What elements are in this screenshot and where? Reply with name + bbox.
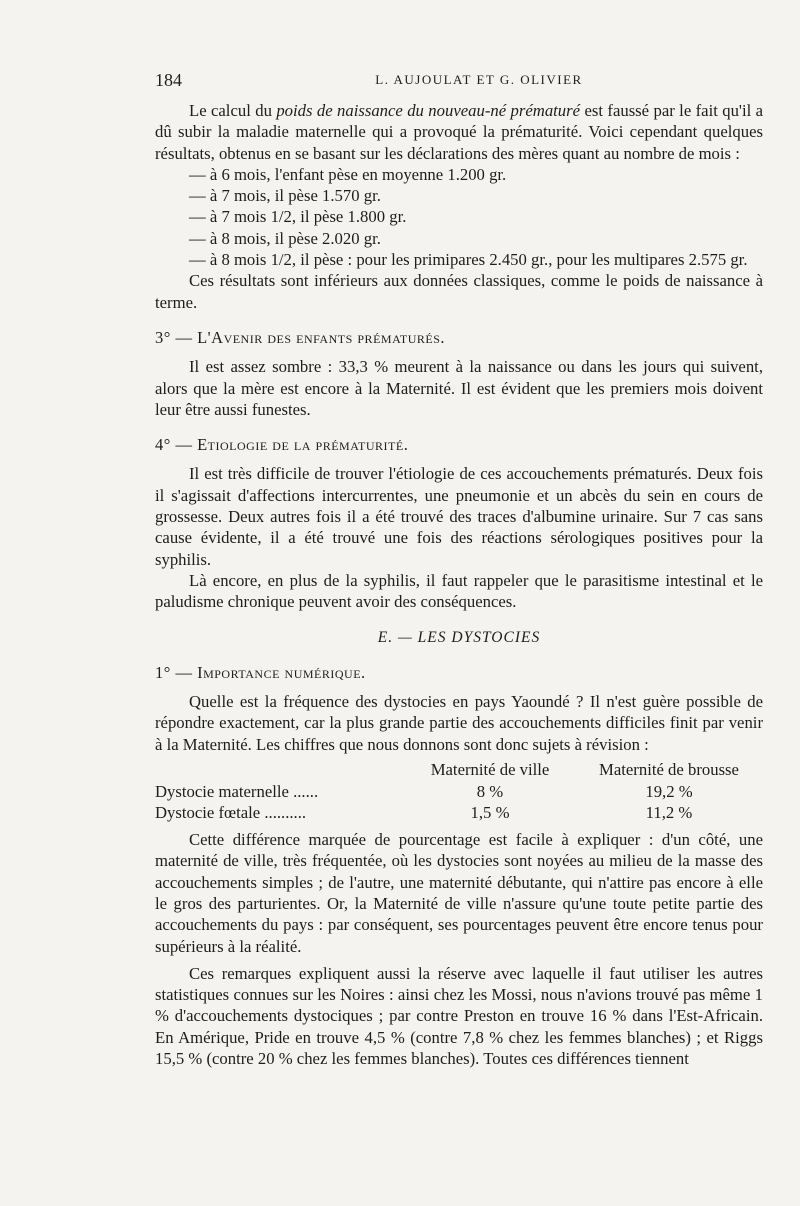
row-value-ville: 1,5 % [470, 803, 510, 823]
part-e-title: E. — LES DYSTOCIES [377, 628, 541, 646]
row-label: Dystocie fœtale .......... [155, 803, 307, 823]
weight-item: — à 7 mois, il pèse 1.570 gr. [189, 186, 381, 206]
page-number: 184 [155, 70, 182, 90]
row-value-brousse: 11,2 % [645, 803, 693, 823]
weights-list [155, 164, 763, 270]
section-4-paragraph-2: Là encore, en plus de la syphilis, il faut rappeler que le parasitisme intestinal et le paludisme chronique peuvent avoir des conséquences. [155, 570, 763, 612]
weight-item: — à 8 mois 1/2, il pèse : pour les primipares 2.450 gr., pour les multipares 2.575 gr. [189, 250, 748, 270]
weights-conclusion: Ces résultats sont inférieurs aux données classiques, comme le poids de naissance à terme. [155, 271, 763, 312]
table-header-row [155, 758, 763, 781]
intro-italic: poids de naissance du nouveau-né prématuré [276, 101, 581, 120]
body-text [155, 100, 763, 1069]
weight-item: — à 7 mois 1/2, il pèse 1.800 gr. [189, 207, 407, 227]
row-value-brousse: 19,2 % [645, 782, 693, 802]
running-head: L. AUJOULAT ET G. OLIVIER [375, 72, 583, 87]
section-1-title: 1° — Importance numérique. [155, 662, 366, 682]
table-header-brousse: Maternité de brousse [599, 760, 739, 780]
weight-item: — à 6 mois, l'enfant pèse en moyenne 1.200 gr. [189, 164, 507, 184]
intro-text-before: Le calcul du [189, 101, 277, 120]
section-4-paragraph-1: Il est très difficile de trouver l'étiologie de ces accouchements prématurés. Deux fois il s'agissait d'affections intercurrentes, une pneumonie et un abcès du sein en cours de grossesse. Deux autres fois il a été trouvé des traces d'albumine urinaire. Sur 7 cas sans cause évidente, il a été trouvé une fois des réactions sérologiques positives pour la syphilis. [155, 464, 763, 569]
page-header [155, 70, 763, 92]
section-4-title: 4° — Etiologie de la prématurité. [155, 435, 409, 455]
table-row [155, 781, 763, 802]
intro-paragraph [155, 100, 763, 164]
section-3-text: Il est assez sombre : 33,3 % meurent à la naissance ou dans les jours qui suivent, alors que la mère est encore à la Maternité. Il est évident que les premiers mois doivent leur être aussi funestes. [155, 357, 763, 419]
dystocia-table [155, 758, 763, 823]
intro-text-after: est faussé par le fait qu'il a dû subir la maladie maternelle qui a provoqué la prématurité. Voici cependant quelques résultats, obtenus en se basant sur les déclarations des mères quant au nombre de mois : [155, 101, 764, 163]
table-header-ville: Maternité de ville [430, 760, 550, 780]
weight-item: — à 8 mois, il pèse 2.020 gr. [189, 228, 381, 248]
section-3-title: 3° — L'Avenir des enfants prématurés. [155, 327, 446, 347]
row-label: Dystocie maternelle ...... [155, 782, 319, 802]
section-1-intro: Quelle est la fréquence des dystocies en pays Yaoundé ? Il n'est guère possible de répondre exactement, car la plus grande partie des accouchements difficiles finit par venir à la Maternité. Les chiffres que nous donnons sont donc sujets à révision : [155, 692, 763, 754]
table-row [155, 802, 763, 823]
after-table-paragraph-1: Cette différence marquée de pourcentage est facile à expliquer : d'un côté, une maternité de ville, très fréquentée, où les dystocies sont noyées au milieu de la masse des accouchements simples ; de l'autre, une maternité débutante, qui n'attire pas encore à elle le gros des parturientes. Or, la Maternité de ville n'assure qu'une toute petite partie des accouchements du pays : par conséquent, ses pourcentages peuvent être encore tenus pour supérieurs à la réalité. [155, 830, 763, 956]
after-table-paragraph-2: Ces remarques expliquent aussi la réserve avec laquelle il faut utiliser les autres statistiques connues sur les Noires : ainsi chez les Mossi, nous n'avions trouvé pas même 1 % d'accouchements dystociques ; par contre Preston en trouve 16 % dans l'Est-Africain. En Amérique, Pride en trouve 4,5 % (contre 7,8 % chez les femmes blanches) ; et Riggs 15,5 % (contre 20 % chez les femmes blanches). Toutes ces différences tiennent [155, 963, 763, 1068]
table-header-empty [155, 758, 405, 781]
row-value-ville: 8 % [476, 782, 504, 802]
